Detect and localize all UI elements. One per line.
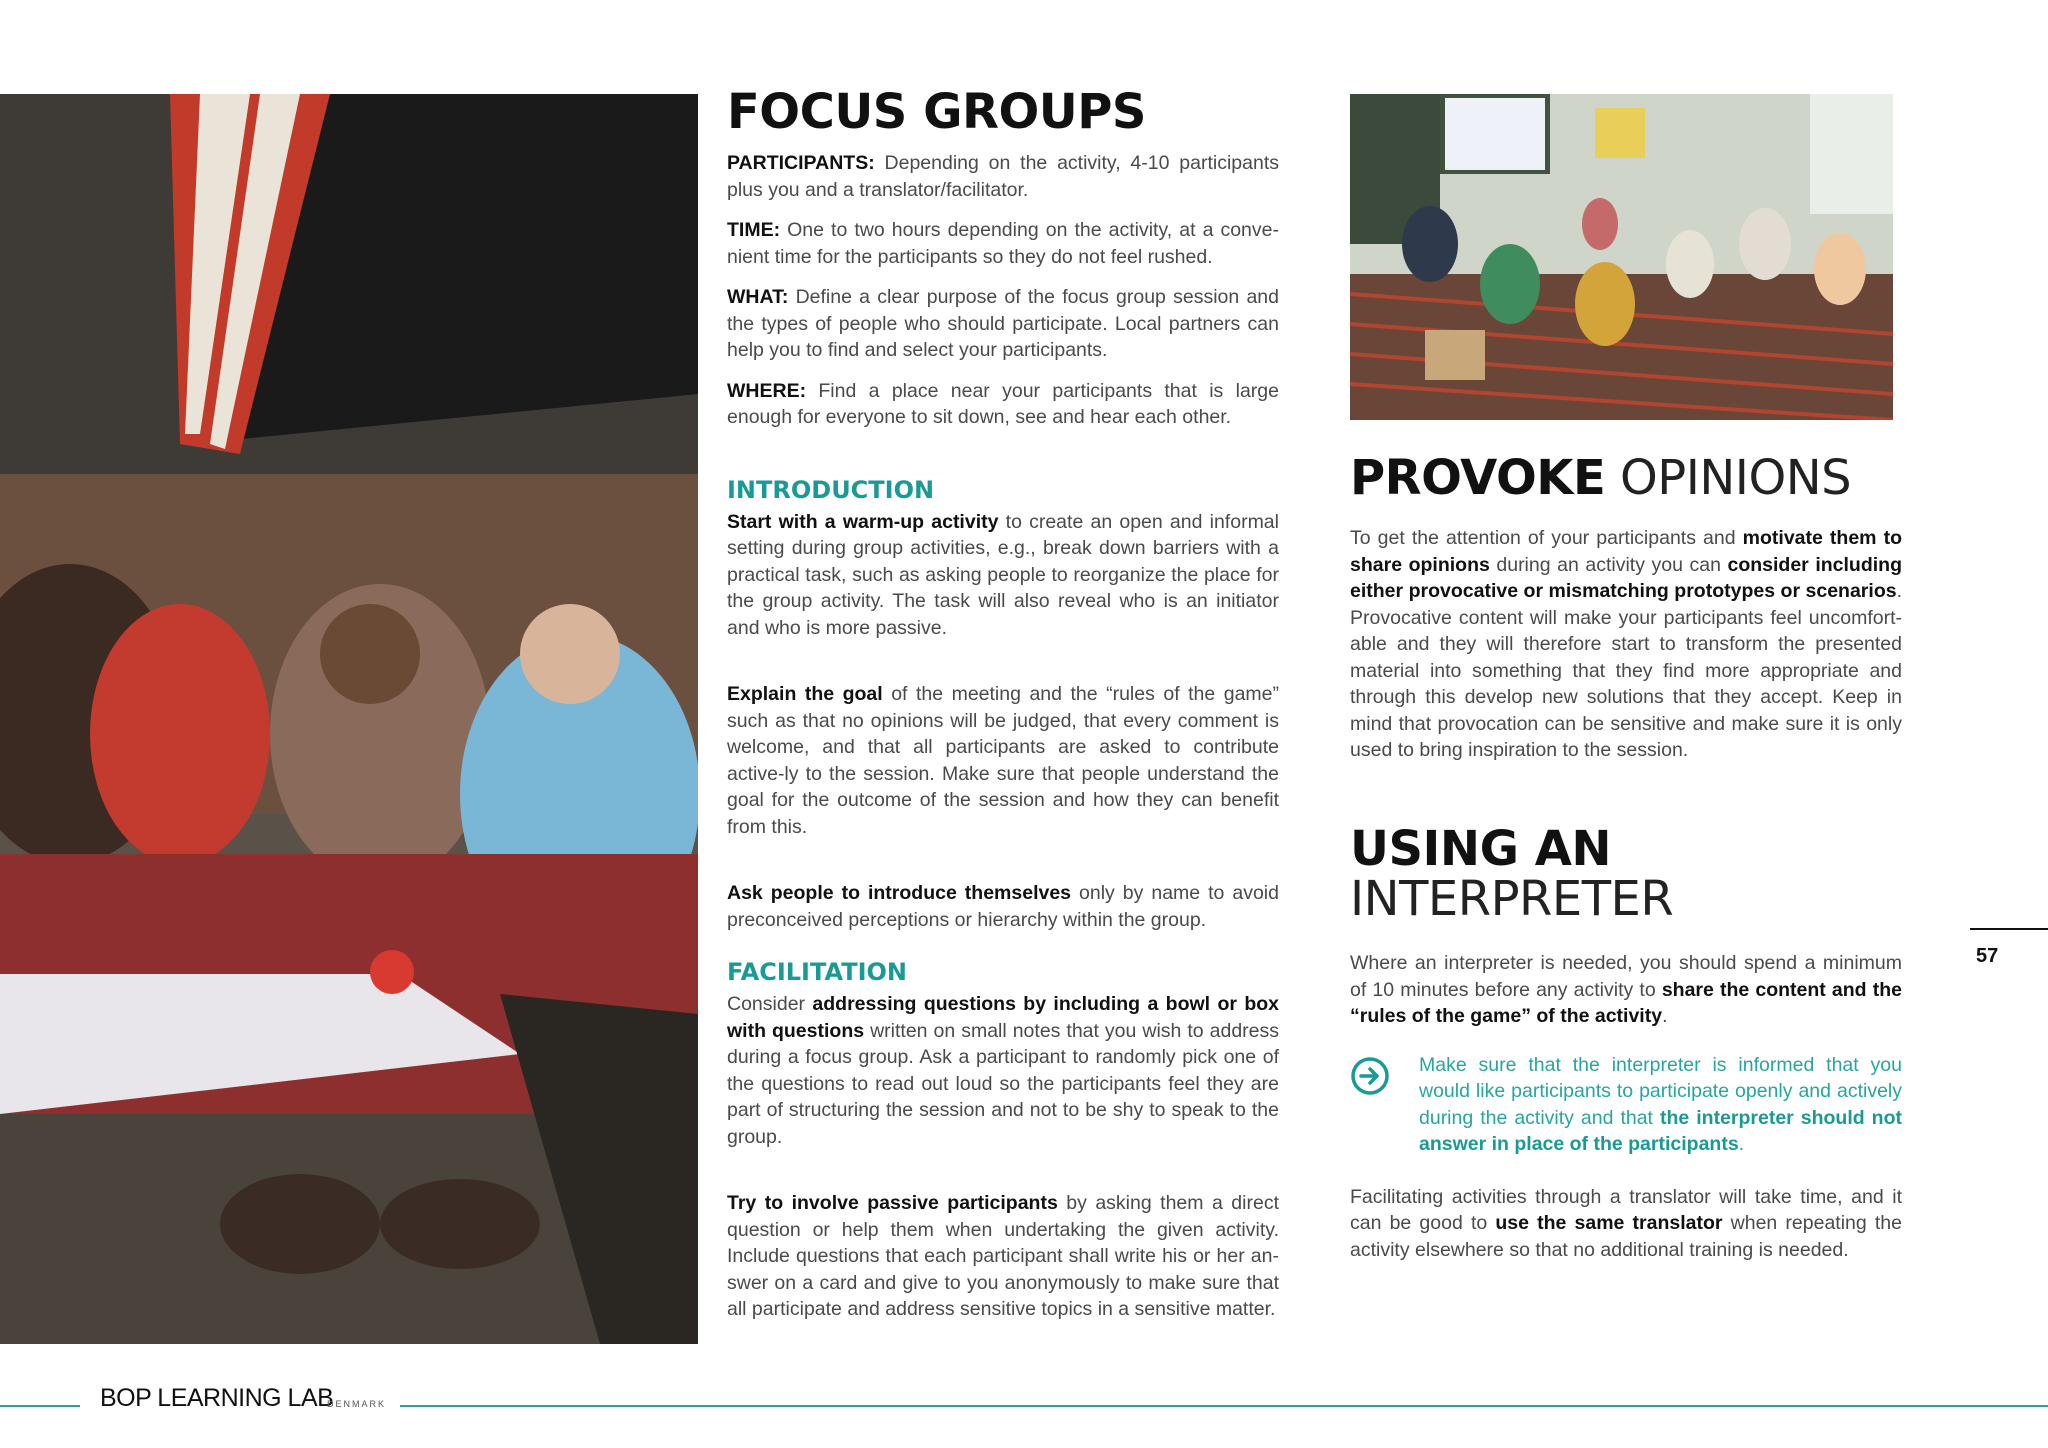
provoke-t1: To get the attention of your participants and [1350,527,1743,549]
participants-paragraph [727,150,1279,203]
provoke-paragraph [1350,525,1902,764]
where-text: Find a place near your participants that is large enough for everyone to sit down, see and hear each other. [727,379,1279,428]
footer-brand: BOP LEARNING LAB [100,1384,334,1412]
intro-p1-bold: Start with a warm-up activity [727,510,999,533]
intro-paragraph-1 [727,509,1279,642]
interpreter-paragraph-2 [1350,1184,1902,1264]
intro-p1-text: to create an open and informal setting during group activities, e.g., break down barriers with a practical task, such as asking people to reorganize the place for the group activity. The task will also reveal who is an initiator and who is more passive. [727,510,1279,639]
interpreter-p1-text: Where an interpreter is needed, you should spend a minimum of 10 minutes before any activity to [1350,952,1902,1001]
callout-bold: the interpreter should not answer in place of the participants [1419,1106,1902,1155]
intro-p3-text: only by name to avoid preconceived perceptions or hierarchy within the group. [727,882,1279,931]
page-number-rule [1970,928,2048,930]
provoke-t3: . Provocative content will make your participants feel uncomfort-able and they will therefore start to transform the presented material into something that they find more appropriate and through this develop new solutions that they accept. Keep in mind that provocation can be sensitive and make sure it is only used to bring inspiration to the session. [1350,580,1902,761]
interpreter-p1-bold: share the content and the “rules of the game” of the activity [1350,978,1902,1027]
interpreter-paragraph-1 [1350,950,1902,1030]
where-label: WHERE: [727,379,807,402]
intro-paragraph-3 [727,880,1279,933]
interpreter-callout [1350,1052,1902,1158]
interpreter-p2-text: Facilitating activities through a translator will take time, and it can be good to [1350,1185,1902,1234]
photo-workshop-participants-graphic [0,94,698,1344]
provoke-b1: motivate them to share opinions [1350,527,1902,576]
interpreter-p2-end: when repeating the activity elsewhere so that no additional training is needed. [1350,1212,1902,1261]
provoke-b2: consider including either provocative or mismatching prototypes or scenarios [1350,553,1902,602]
footer-rule-left [0,1405,80,1407]
heading-using-an-interpreter [1350,821,1674,927]
what-paragraph [727,284,1279,364]
intro-p2-bold: Explain the goal [727,683,883,705]
intro-p3-bold: Ask people to introduce themselves [727,882,1072,904]
facilitation-p1-bold: addressing questions by including a bowl or box with questions [727,993,1279,1042]
interpreter-column [1350,950,1902,1277]
introduction-heading: INTRODUCTION [727,475,935,504]
interpreter-title-thin: INTERPRETER [1350,871,1674,927]
time-label: TIME: [727,219,781,241]
focus-groups-column [727,150,1279,1337]
footer-brand-sub: DENMARK [327,1399,387,1409]
time-text: One to two hours depending on the activity, at a conve-nient time for the participants so they do not feel rushed. [727,219,1279,268]
facilitation-p1-pre: Consider [727,993,813,1015]
photo-group-session-room [1350,94,1893,420]
page-number: 57 [1976,945,1999,967]
arrow-right-circle-icon [1350,1056,1390,1096]
what-label: WHAT: [727,286,789,308]
participants-label: PARTICIPANTS: [727,152,875,174]
participants-text: Depending on the activity, 4-10 participants plus you and a translator/facilitator. [727,152,1279,201]
callout-text: Make sure that the interpreter is informed that you would like participants to participate openly and actively during the activity and that [1419,1053,1902,1129]
facilitation-p2-bold: Try to involve passive participants [727,1192,1058,1214]
interpreter-title-bold: USING AN [1350,821,1612,877]
heading-provoke-opinions [1350,448,1851,508]
page-title-focus-groups: FOCUS GROUPS [727,84,1146,140]
interpreter-p1-end: . [1662,1005,1668,1027]
facilitation-paragraph-1 [727,991,1279,1150]
interpreter-p2-bold: use the same translator [1495,1212,1723,1234]
where-paragraph [727,378,1279,431]
intro-paragraph-2 [727,681,1279,840]
photo-group-session-room-graphic [1350,94,1893,420]
provoke-title-bold: PROVOKE [1350,450,1606,506]
provoke-title-thin: OPINIONS [1605,450,1852,506]
facilitation-heading: FACILITATION [727,958,907,986]
time-paragraph [727,217,1279,270]
provoke-t2: during an activity you can [1489,553,1728,576]
callout-end: . [1738,1133,1745,1155]
what-text: Define a clear purpose of the focus group session and the types of people who should participate. Local partners can help you to find and select your participants. [727,286,1279,361]
provoke-opinions-column [1350,525,1902,764]
facilitation-paragraph-2 [727,1190,1279,1323]
intro-p2-text: of the meeting and the “rules of the game” such as that no opinions will be judged, that every comment is welcome, and that all participants are asked to contribute active-ly to the session. Make sure that people understand the goal for the outcome of the session and how they can benefit from this. [727,683,1279,838]
photo-workshop-participants [0,94,698,1344]
facilitation-p1-text: written on small notes that you wish to address during a focus group. Ask a participant to randomly pick one of the questions to read out loud so the participants feel they are part of structuring the session and not to be shy to speak to the group. [727,1019,1280,1148]
facilitation-p2-text: by asking them a direct question or help them when undertaking the given activity. Include questions that each participant shall write his or her an-swer on a card and give to you anonymously to make sure that all participate and address sensitive topics in a sensitive matter. [727,1192,1279,1320]
footer-rule-right [400,1405,2048,1407]
